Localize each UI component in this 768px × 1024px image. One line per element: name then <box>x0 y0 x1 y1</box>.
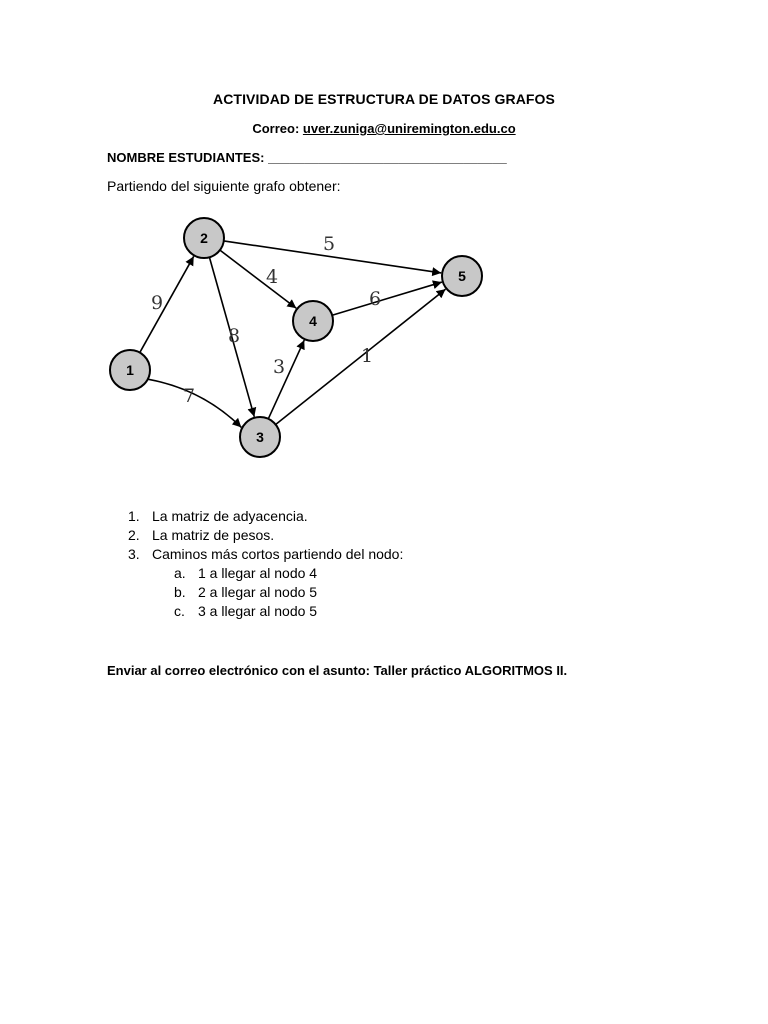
task-number: 2. <box>128 527 140 543</box>
node-label-2: 2 <box>200 230 208 246</box>
edge-weight-3-4: 3 <box>272 356 286 378</box>
email-line <box>0 121 768 136</box>
subtask-item-b <box>174 583 403 602</box>
task-text: La matriz de pesos. <box>152 527 275 543</box>
edge-weight-3-5: 1 <box>360 345 374 367</box>
subtask-item-a <box>174 564 403 583</box>
task-item-2 <box>128 526 403 545</box>
edge-2-4 <box>220 250 296 308</box>
subtask-letter: b. <box>174 584 186 600</box>
document-title: ACTIVIDAD DE ESTRUCTURA DE DATOS GRAFOS <box>213 91 555 107</box>
directed-graph <box>100 205 500 475</box>
edge-weight-2-5: 5 <box>322 233 336 255</box>
task-text: La matriz de adyacencia. <box>152 508 308 524</box>
task-number: 3. <box>128 546 140 562</box>
subtask-text: 1 a llegar al nodo 4 <box>198 565 318 581</box>
subtask-letter: a. <box>174 565 186 581</box>
subtask-text: 3 a llegar al nodo 5 <box>198 603 318 619</box>
edge-weight-1-3: 7 <box>182 385 196 407</box>
task-item-3 <box>128 545 403 621</box>
edge-1-2 <box>140 256 194 352</box>
students-blank: _________________________________ <box>268 150 507 165</box>
edge-weight-1-2: 9 <box>150 292 164 314</box>
subtask-item-c <box>174 602 403 621</box>
intro-text: Partiendo del siguiente grafo obtener: <box>107 178 341 194</box>
task-number: 1. <box>128 508 140 524</box>
subtask-text: 2 a llegar al nodo 5 <box>198 584 318 600</box>
task-text: Caminos más cortos partiendo del nodo: <box>152 546 404 562</box>
node-label-1: 1 <box>126 362 134 378</box>
students-line <box>107 150 507 165</box>
node-label-3: 3 <box>256 429 264 445</box>
node-label-5: 5 <box>458 268 466 284</box>
subtask-letter: c. <box>174 603 185 619</box>
task-item-1 <box>128 507 403 526</box>
edge-weight-2-3: 8 <box>227 325 241 347</box>
email-link[interactable]: uver.zuniga@uniremington.edu.co <box>302 121 516 136</box>
edge-weight-2-4: 4 <box>265 266 279 288</box>
students-label: NOMBRE ESTUDIANTES: <box>107 150 265 165</box>
email-label: Correo: <box>252 121 300 136</box>
subtask-list <box>174 564 403 621</box>
closing-instruction: Enviar al correo electrónico con el asunto: Taller práctico ALGORITMOS II. <box>107 663 568 678</box>
node-label-4: 4 <box>309 313 317 329</box>
edge-4-5 <box>332 282 442 315</box>
task-list <box>128 507 403 621</box>
edge-weight-4-5: 6 <box>368 288 382 310</box>
